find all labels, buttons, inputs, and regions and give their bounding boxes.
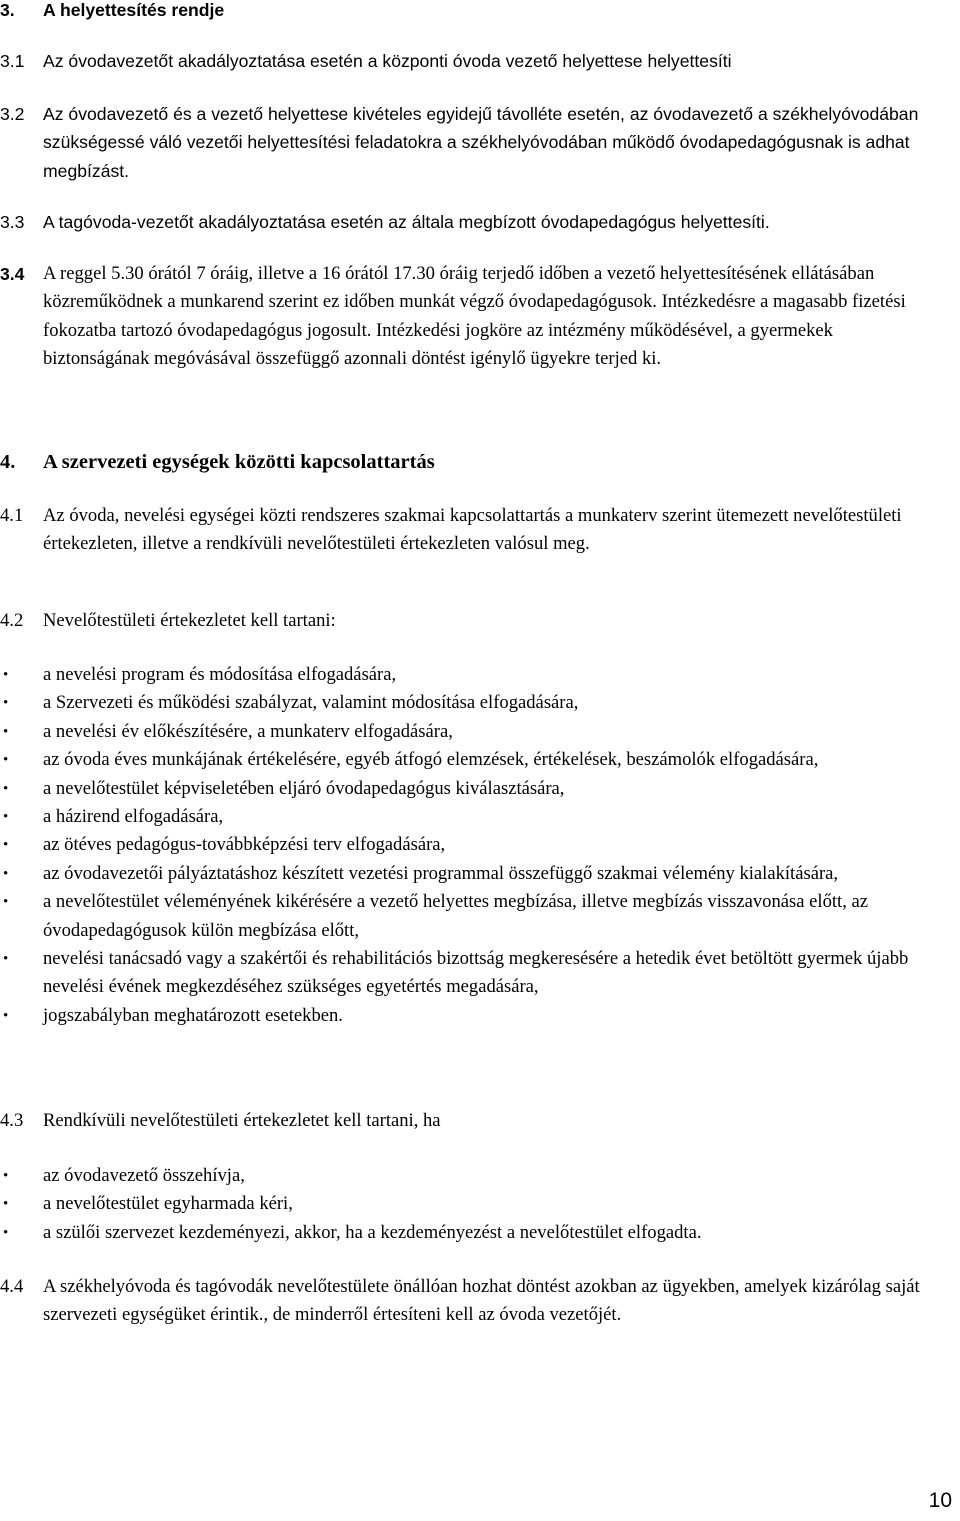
list-item-text: a nevelőtestület képviseletében eljáró óvodapedagógus kiválasztására, xyxy=(43,777,565,799)
section-number: 4. xyxy=(0,451,16,473)
list-item-text: az óvodavezető összehívja, xyxy=(43,1165,245,1186)
list-item-text: az ötéves pedagógus-továbbképzési terv elfogadására, xyxy=(43,834,446,856)
paragraph-text: Nevelőtestületi értekezletet kell tartani: xyxy=(43,610,336,631)
bullet-icon: • xyxy=(3,1168,9,1184)
list-item-text: az óvoda éves munkájának értékelésére, egyéb átfogó elemzések, értékelések, beszámolók elfogadására, xyxy=(43,749,819,771)
list-item-text: jogszabályban meghatározott esetekben. xyxy=(43,1004,343,1026)
section-title: A szervezeti egységek közötti kapcsolattartás xyxy=(43,451,435,473)
paragraph-number: 3.1 xyxy=(0,51,25,71)
list-item xyxy=(0,1190,930,1218)
bullet-icon: • xyxy=(3,1196,9,1213)
bullet-icon: • xyxy=(3,723,9,740)
paragraph-text: A reggel 5.30 órától 7 óráig, illetve a 16 órától 17.30 óráig terjedő időben a vezető helyettesítésének ellátásában közreműködnek a munkarend szerint ez időben munkát végző óvodapedagógusok. Intézkedésre a magasabb fizetési fokozatba tartozó óvodapedagógus jogosult. Intézkedési jogköre az intézmény működésével, a gyermekek biztonságának megóvásával összefüggő azonnali döntést igénylő ügyekre terjed ki. xyxy=(43,263,906,370)
bullet-icon: • xyxy=(3,894,9,911)
list-item xyxy=(0,718,930,746)
list-item xyxy=(0,803,930,831)
paragraph-text: Az óvodavezetőt akadályoztatása esetén a központi óvoda vezető helyettese helyettesíti xyxy=(43,51,732,71)
bullet-icon: • xyxy=(3,1007,9,1024)
list-item-text: a házirend elfogadására, xyxy=(43,806,224,828)
paragraph-4-3 xyxy=(0,1107,930,1135)
bullet-icon: • xyxy=(3,809,9,826)
list-item xyxy=(0,831,930,859)
paragraph-number: 4.3 xyxy=(0,1110,24,1131)
list-item-text: a nevelőtestület véleményének kikérésére a vezető helyettes megbízása, illetve megbízás visszavonása előtt, az óvodapedagógusok külön megbízása előtt, xyxy=(43,891,868,941)
list-item xyxy=(0,860,930,888)
bullet-icon: • xyxy=(3,951,9,968)
paragraph-number: 3.2 xyxy=(0,104,25,124)
paragraph-number: 4.4 xyxy=(0,1276,24,1297)
paragraph-3-4 xyxy=(0,260,930,374)
list-item xyxy=(0,661,930,689)
extraordinary-meeting-list xyxy=(0,1162,930,1247)
list-item xyxy=(0,945,930,1002)
paragraph-text: A székhelyóvoda és tagóvodák nevelőtestülete önállóan hozhat döntést azokban az ügyekben, amelyek kizárólag saját szervezeti egységüket érintik., de minderről értesíteni kell az óvoda vezetőjét. xyxy=(43,1276,920,1326)
bullet-icon: • xyxy=(3,667,9,683)
paragraph-4-2 xyxy=(0,607,930,635)
bullet-icon: • xyxy=(3,780,9,797)
list-item xyxy=(0,1002,930,1030)
paragraph-number: 3.3 xyxy=(0,212,25,232)
paragraph-number: 4.2 xyxy=(0,610,24,631)
paragraph-number: 3.4 xyxy=(0,264,25,284)
list-item-text: nevelési tanácsadó vagy a szakértői és rehabilitációs bizottság megkeresésére a hetedik évet betöltött gyermek újabb nevelési évének megkezdéséhez szükséges egyetértés megadására, xyxy=(43,948,909,998)
bullet-icon: • xyxy=(3,837,9,854)
section-3-heading xyxy=(0,0,930,24)
list-item xyxy=(0,1219,930,1247)
bullet-icon: • xyxy=(3,865,9,882)
paragraph-number: 4.1 xyxy=(0,505,24,526)
meeting-topics-list xyxy=(0,661,930,1030)
list-item xyxy=(0,775,930,803)
list-item xyxy=(0,888,930,945)
list-item-text: a szülői szervezet kezdeményezi, akkor, ha a kezdeményezést a nevelőtestület elfogadta. xyxy=(43,1221,702,1243)
paragraph-4-4 xyxy=(0,1273,930,1330)
list-item xyxy=(0,689,930,717)
paragraph-text: Az óvoda, nevelési egységei közti rendszeres szakmai kapcsolattartás a munkaterv szerint ütemezett nevelőtestületi értekezleten, illetve a rendkívüli nevelőtestületi értekezleten valósul meg. xyxy=(43,505,902,555)
list-item-text: a nevelési év előkészítésére, a munkaterv elfogadására, xyxy=(43,720,453,742)
list-item-text: a nevelési program és módosítása elfogadására, xyxy=(43,664,397,685)
paragraph-3-2 xyxy=(0,100,930,185)
paragraph-text: Rendkívüli nevelőtestületi értekezletet kell tartani, ha xyxy=(43,1110,441,1131)
list-item-text: a nevelőtestület egyharmada kéri, xyxy=(43,1193,293,1215)
section-4-heading xyxy=(0,448,930,476)
paragraph-text: A tagóvoda-vezetőt akadályoztatása esetén az általa megbízott óvodapedagógus helyettesíti. xyxy=(43,212,770,232)
bullet-icon: • xyxy=(3,695,9,712)
paragraph-3-1 xyxy=(0,47,930,75)
bullet-icon: • xyxy=(3,752,9,769)
paragraph-4-1 xyxy=(0,502,930,559)
list-item-text: az óvodavezetői pályáztatáshoz készített vezetési programmal összefüggő szakmai vélemény kialakítására, xyxy=(43,862,839,884)
page-number: 10 xyxy=(928,1489,952,1512)
paragraph-text: Az óvodavezető és a vezető helyettese kivételes egyidejű távolléte esetén, az óvodavezető a székhelyóvodában szükségessé váló vezetői helyettesítési feladatokra a székhelyóvodában működő óvodapedagógusnak is adhat megbízást. xyxy=(43,104,919,181)
list-item-text: a Szervezeti és működési szabályzat, valamint módosítása elfogadására, xyxy=(43,692,579,714)
paragraph-3-3 xyxy=(0,208,930,236)
section-title: A helyettesítés rendje xyxy=(43,0,225,20)
list-item xyxy=(0,1162,930,1190)
section-number: 3. xyxy=(0,0,15,20)
bullet-icon: • xyxy=(3,1224,9,1241)
list-item xyxy=(0,746,930,774)
